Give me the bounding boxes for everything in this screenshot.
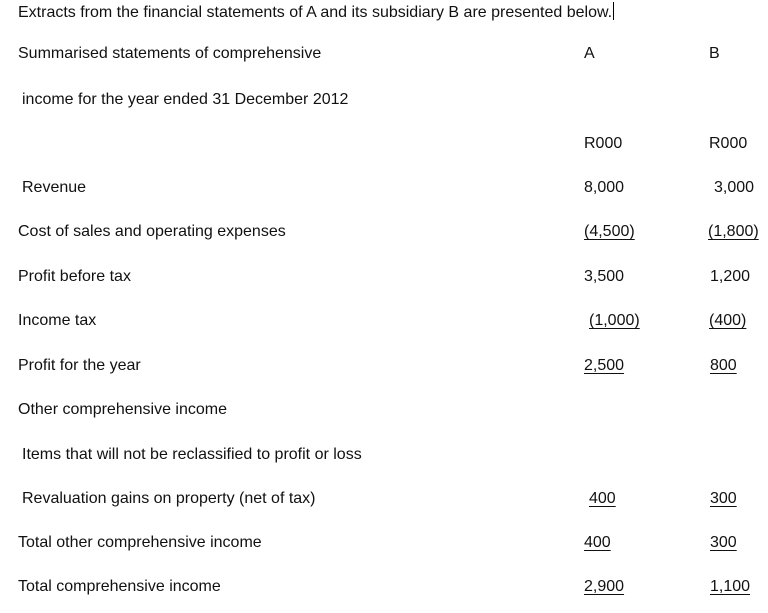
row-value-a: 2,900 xyxy=(584,578,625,595)
table-row xyxy=(0,357,768,379)
row-value-b: 1,200 xyxy=(710,268,751,285)
table-row xyxy=(0,179,768,201)
row-label: Total comprehensive income xyxy=(18,578,221,595)
table-row xyxy=(0,446,768,468)
table-row xyxy=(0,534,768,556)
table-row xyxy=(0,401,768,423)
row-label: Revaluation gains on property (net of tax) xyxy=(22,490,316,507)
row-label: Profit for the year xyxy=(18,357,141,374)
row-value-a: 3,500 xyxy=(584,268,625,285)
row-value-b: (1,800) xyxy=(708,223,759,240)
column-a-header: A xyxy=(584,45,595,62)
unit-row xyxy=(0,135,768,157)
row-value-a: (4,500) xyxy=(584,223,635,240)
intro-text xyxy=(18,2,614,22)
row-value-a: 400 xyxy=(584,534,611,551)
row-label: Profit before tax xyxy=(18,268,131,285)
row-value-b: 3,000 xyxy=(714,179,755,196)
row-value-b: (400) xyxy=(709,312,747,329)
statement-heading-line2: income for the year ended 31 December 2012 xyxy=(22,91,349,108)
row-value-a: 2,500 xyxy=(584,357,625,374)
row-label: Total other comprehensive income xyxy=(18,534,262,551)
heading-row xyxy=(0,45,768,67)
row-label: Items that will not be reclassified to profit or loss xyxy=(22,446,362,463)
row-value-a: 400 xyxy=(589,490,616,507)
table-row xyxy=(0,490,768,512)
intro-sentence: Extracts from the financial statements of A and its subsidiary B are presented below. xyxy=(18,4,613,21)
text-cursor xyxy=(613,2,614,20)
table-row xyxy=(0,312,768,334)
row-label: Cost of sales and operating expenses xyxy=(18,223,286,240)
column-b-header: B xyxy=(709,45,720,62)
row-value-b: 1,100 xyxy=(710,578,751,595)
table-row xyxy=(0,578,768,600)
row-value-a: (1,000) xyxy=(589,312,640,329)
row-label: Revenue xyxy=(22,179,87,196)
table-row xyxy=(0,268,768,290)
row-label: Other comprehensive income xyxy=(18,401,227,418)
column-b-unit: R000 xyxy=(709,135,748,152)
row-value-a: 8,000 xyxy=(584,179,625,196)
row-value-b: 300 xyxy=(710,534,737,551)
statement-heading-line1: Summarised statements of comprehensive xyxy=(18,45,322,62)
row-value-b: 300 xyxy=(710,490,737,507)
table-row xyxy=(0,223,768,245)
row-label: Income tax xyxy=(18,312,97,329)
column-a-unit: R000 xyxy=(584,135,623,152)
row-value-b: 800 xyxy=(710,357,737,374)
heading-row-2 xyxy=(0,91,768,113)
